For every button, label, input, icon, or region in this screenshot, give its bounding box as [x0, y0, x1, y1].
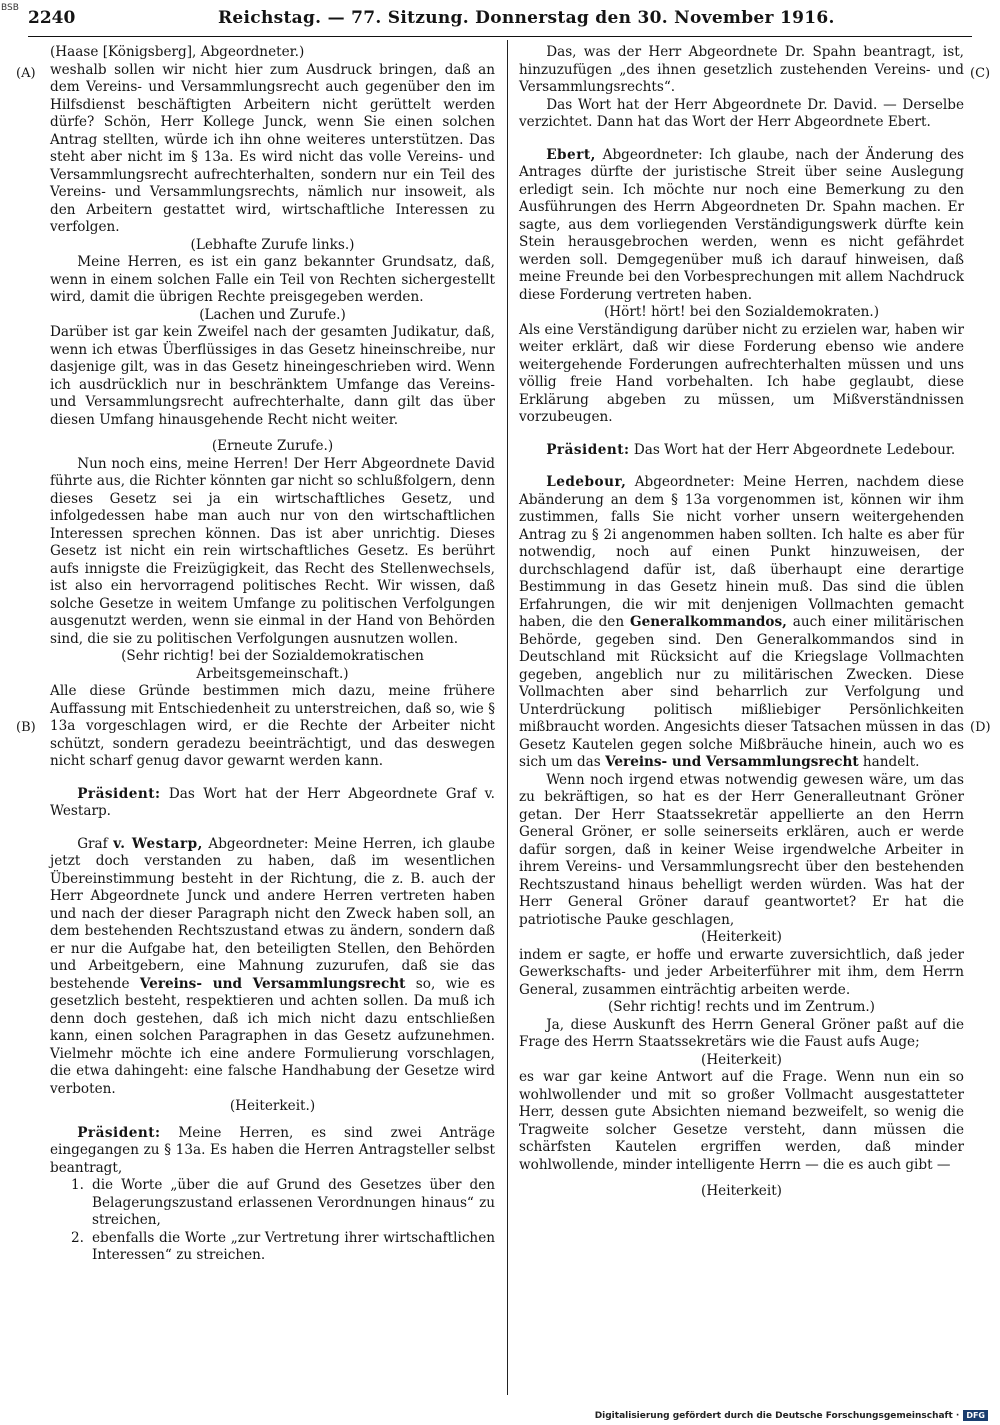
ebert-speech: Ebert, Abgeordneter: Ich glaube, nach der Änderung des Antrages dürfte der juristische Streit über seine Auslegung erledigt sein. Ich möchte nur noch eine Bemerkung zu den Ausführungen des Herrn Abgeordneten Dr. Spahn machen. Er sagte, aus dem vorliegenden Verständigungswerk dürfte kein Stein herausgebrochen werden, wenn es nicht gefährdet werden soll. Demgegenüber muß ich darauf hinweisen, daß meine Freunde bei den Vorbesprechungen mit allem Nachdruck diese Forderung vertreten haben.	[519, 146, 964, 303]
interjection: (Heiterkeit)	[701, 1183, 782, 1199]
speaker-continuation-tag: (Haase [Königsberg], Abgeordneter.)	[50, 44, 305, 60]
amendment-list	[50, 1177, 495, 1265]
speaker-name: Ebert,	[546, 146, 596, 163]
speaker-name: Präsident:	[546, 441, 630, 458]
page-number: 2240	[28, 8, 76, 28]
list-item: 1. die Worte „über die auf Grund des Gesetzes über den Belagerungszustand erlassenen Verordnungen hinaus“ zu streichen,	[71, 1177, 495, 1228]
margin-letter-b: (B)	[16, 720, 36, 735]
speech-paragraph: Nun noch eins, meine Herren! Der Herr Abgeordnete David führte aus, die Richter könnten gar nicht so schlußfolgern, denn dieses Gesetz sei ja ein wirtschaftliches Gesetz, und infolgedessen habe man auch nur von den wirtschaftlichen Interessen sprechen können. Das ist aber unrichtig. Dieses Gesetz ist nicht ein rein wirtschaftliches Gesetz. Es berührt aufs innigste die Freizügigkeit, das Recht des Stellenwechsels, ist also ein hervorragend politisches Recht. Wir wissen, daß solche Gesetze in weitem Umfange zu politischen Verfolgungen ausgenutzt werden, wenn sie einmal in der Hand von Behörden sind, die sie zu politischen Verfolgungen ausnutzen wollen.	[50, 455, 495, 647]
speech-paragraph: Wenn noch irgend etwas notwendig gewesen wäre, um das zu bekräftigen, so hat es der Herr Generalleutnant Gröner getan. Der Herr Staatssekretär appellierte an den Herrn General Gröner, er solle seinerseits erklären, auch er werde dafür sorgen, daß in keiner Weise irgendwelche Arbeiter in ihrem Vereins- und Versammlungsrecht über den bestehenden Rechtszustand hinaus behelligt werden würden. Was hat der Herr General Gröner darauf geantwortet? Er hat die patriotische Pauke geschlagen,	[519, 771, 964, 928]
margin-letter-d: (D)	[970, 720, 991, 735]
margin-letter-a: (A)	[16, 66, 36, 81]
speech-paragraph: Alle diese Gründe bestimmen mich dazu, meine frühere Auffassung mit Entschiedenheit zu unterstreichen, daß so, wie § 13a vorgeschlagen wird, er die Rechte der Arbeiter nicht schützt, sondern geradezu beeinträchtigt, und das deswegen nicht scharf genug davor gewarnt werden kann.	[50, 683, 495, 769]
margin-letter-c: (C)	[970, 66, 991, 81]
header-rule	[28, 36, 972, 37]
interjection: (Sehr richtig! bei der Sozialdemokratischen Arbeitsgemeinschaft.)	[121, 648, 424, 682]
speech-paragraph: Als eine Verständigung darüber nicht zu erzielen war, haben wir weiter erklärt, daß wir diese Forderung ebenso wie andere weitergehende Forderungen aufrechterhalten müssen und uns völlig freie Hand vorbehalten. Ich habe geglaubt, diese Erklärung abgeben zu müssen, um Mißverständnissen vorzubeugen.	[519, 321, 964, 425]
president-statement: Präsident: Meine Herren, es sind zwei Anträge eingegangen zu § 13a. Es haben die Herren Antragsteller selbst beantragt,	[50, 1124, 495, 1176]
interjection: (Heiterkeit)	[701, 1051, 782, 1068]
speech-paragraph: Ja, diese Auskunft des Herrn General Gröner paßt auf die Frage des Herrn Staatssekretärs wie die Faust aufs Auge;	[519, 1016, 964, 1050]
column-divider	[507, 40, 508, 1395]
list-item: 2. ebenfalls die Worte „zur Vertretung ihrer wirtschaftlichen Interessen“ zu streichen.	[71, 1229, 495, 1263]
interjection: (Hört! hört! bei den Sozialdemokraten.)	[603, 304, 879, 320]
emphasis: Generalkommandos,	[630, 614, 787, 630]
interjection: (Lebhafte Zurufe links.)	[190, 236, 355, 253]
speaker-name: Ledebour,	[546, 474, 627, 490]
library-mark: BSB	[1, 3, 19, 13]
president-statement: Präsident: Das Wort hat der Herr Abgeordnete Ledebour.	[546, 441, 956, 458]
ledebour-speech: Ledebour, Abgeordneter: Meine Herren, nachdem diese Abänderung an dem § 13a vorgenommen ist, können wir ihm zustimmen, falls Sie nicht vorher unsern weitergehenden Antrag zu § 2i angenommen haben sollten. Ich halte es aber für notwendig, noch auf einen Punkt hinzuweisen, der durchschlagend dafür ist, daß überhaupt eine derartige Bestimmung in das Gesetz hinein muß. Das sind die üblen Erfahrungen, die wir mit denjenigen Vollmachten gemacht haben, die den Generalkommandos, auch einer militärischen Behörde, gegeben sind. Den Generalkommandos sind in Deutschland mit Rücksicht auf die Kriegslage Vollmachten gegeben, angeblich nur zu militärischen Zwecken. Diese Vollmachten aber sind beharrlich zur Verfolgung und Unterdrückung politisch mißliebiger Persönlichkeiten mißbraucht worden. Angesichts dieser Tatsachen müssen in das Gesetz Kautelen gegen solche Mißbräuche hinein, auch wo es sich um das Vereins- und Versammlungsrecht handelt.	[519, 474, 964, 770]
emphasis: Vereins- und Versammlungsrecht	[139, 975, 406, 992]
speech-paragraph: Das, was der Herr Abgeordnete Dr. Spahn beantragt, ist, hinzuzufügen „des ihnen gesetzlich zustehenden Vereins- und Versammlungsrechts“.	[519, 44, 964, 95]
president-statement: Präsident: Das Wort hat der Herr Abgeordnete Graf v. Westarp.	[50, 785, 495, 819]
speech-paragraph: weshalb sollen wir nicht hier zum Ausdruck bringen, daß an dem Vereins- und Versammlungsrecht auch gegenüber den im Hilfsdienst beschäftigten Arbeitern nicht gerüttelt werden dürfe? Schön, Herr Kollege Junck, wenn Sie einen solchen Antrag stellten, würde ich ihn ohne weiteres unterstützen. Das steht aber nicht im § 13a. Es wird nicht das volle Vereins- und Versammlungsrecht aufrechterhalten, sondern nur ein Teil des Vereins- und Versammlungsrechts, nämlich nur insoweit, als den Arbeitern gestattet wird, wirtschaftliche Interessen zu verfolgen.	[50, 61, 495, 235]
left-column	[50, 44, 495, 1265]
speech-paragraph: Meine Herren, es ist ein ganz bekannter Grundsatz, daß, wenn in einem solchen Falle ein Teil von Rechten sichergestellt wird, damit die übrigen Rechte preisgegeben werden.	[50, 254, 495, 305]
interjection: (Lachen und Zurufe.)	[199, 306, 346, 323]
right-column	[519, 44, 964, 1201]
interjection: (Erneute Zurufe.)	[211, 438, 334, 454]
westarp-speech: Graf v. Westarp, Abgeordneter: Meine Herren, ich glaube jetzt doch verstanden zu haben, daß im wesentlichen Übereinstimmung besteht in der Richtung, die z. B. auch der Herr Abgeordnete Junck und andere Herren vertreten haben und nach der dieser Paragraph nicht den Zweck haben soll, an dem bestehenden Rechtszustand etwas zu ändern, sondern daß er nur die Aufgabe hat, den beteiligten Stellen, den Behörden und Arbeitgebern, eine Mahnung zuzurufen, daß sie das bestehende Vereins- und Versammlungsrecht so, wie es gesetzlich besteht, respektieren und achten sollen. Da muß ich denn doch gestehen, daß ich mich nicht dazu entschließen kann, einen solchen Paragraphen in das Gesetz aufzunehmen. Vielmehr möchte ich eine andere Formulierung vorschlagen, die etwa dahingeht: eine falsche Handhabung der Gesetze wird verboten.	[50, 835, 495, 1097]
speech-paragraph: Darüber ist gar kein Zweifel nach der gesamten Judikatur, daß, wenn ich etwas Überflüssiges in das Gesetz hineinschreibe, nur dasjenige gilt, was in das Gesetz hineingeschrieben wird. Wenn ich ausdrücklich nur in beschränktem Umfange das Vereins- und Versammlungsrecht aufrechterhalte, dann gilt das über diesen Umfang hinausgehende Recht nicht weiter.	[50, 324, 495, 428]
speaker-name: v. Westarp,	[113, 835, 203, 852]
speech-paragraph: Das Wort hat der Herr Abgeordnete Dr. David. — Derselbe verzichtet. Dann hat das Wort der Herr Abgeordnete Ebert.	[519, 96, 964, 130]
interjection: (Heiterkeit)	[701, 929, 782, 945]
speaker-name: Präsident:	[77, 785, 161, 802]
interjection: (Heiterkeit.)	[229, 1098, 316, 1114]
emphasis: Vereins- und Versammlungsrecht	[605, 754, 859, 770]
digitization-footer	[595, 1410, 988, 1421]
speaker-name: Präsident:	[77, 1124, 161, 1141]
speech-paragraph: indem er sagte, er hoffe und erwarte zuversichtlich, daß jeder Gewerkschafts- und jeder Arbeiterführer mit ihm, dem Herrn General, zusammen einträchtig arbeiten werde.	[519, 946, 964, 998]
footer-text: Digitalisierung gefördert durch die Deutsche Forschungsgemeinschaft ·	[594, 1410, 960, 1421]
speech-paragraph: es war gar keine Antwort auf die Frage. Wenn nun ein so wohlwollender und mit so großer Vollmacht ausgestatteter Herr, dessen gute Absichten niemand bezweifelt, so wenig die Tragweite solcher Gesetze versteht, dann müssen die schärfsten Kautelen ergriffen werden, daß minder wohlwollende, minder intelligente Herrn — die es auch gibt —	[519, 1069, 964, 1173]
interjection: (Sehr richtig! rechts und im Zentrum.)	[608, 999, 875, 1015]
dfg-logo: DFG	[963, 1410, 988, 1421]
running-head: Reichstag. — 77. Sitzung. Donnerstag den 30. November 1916.	[218, 8, 835, 28]
